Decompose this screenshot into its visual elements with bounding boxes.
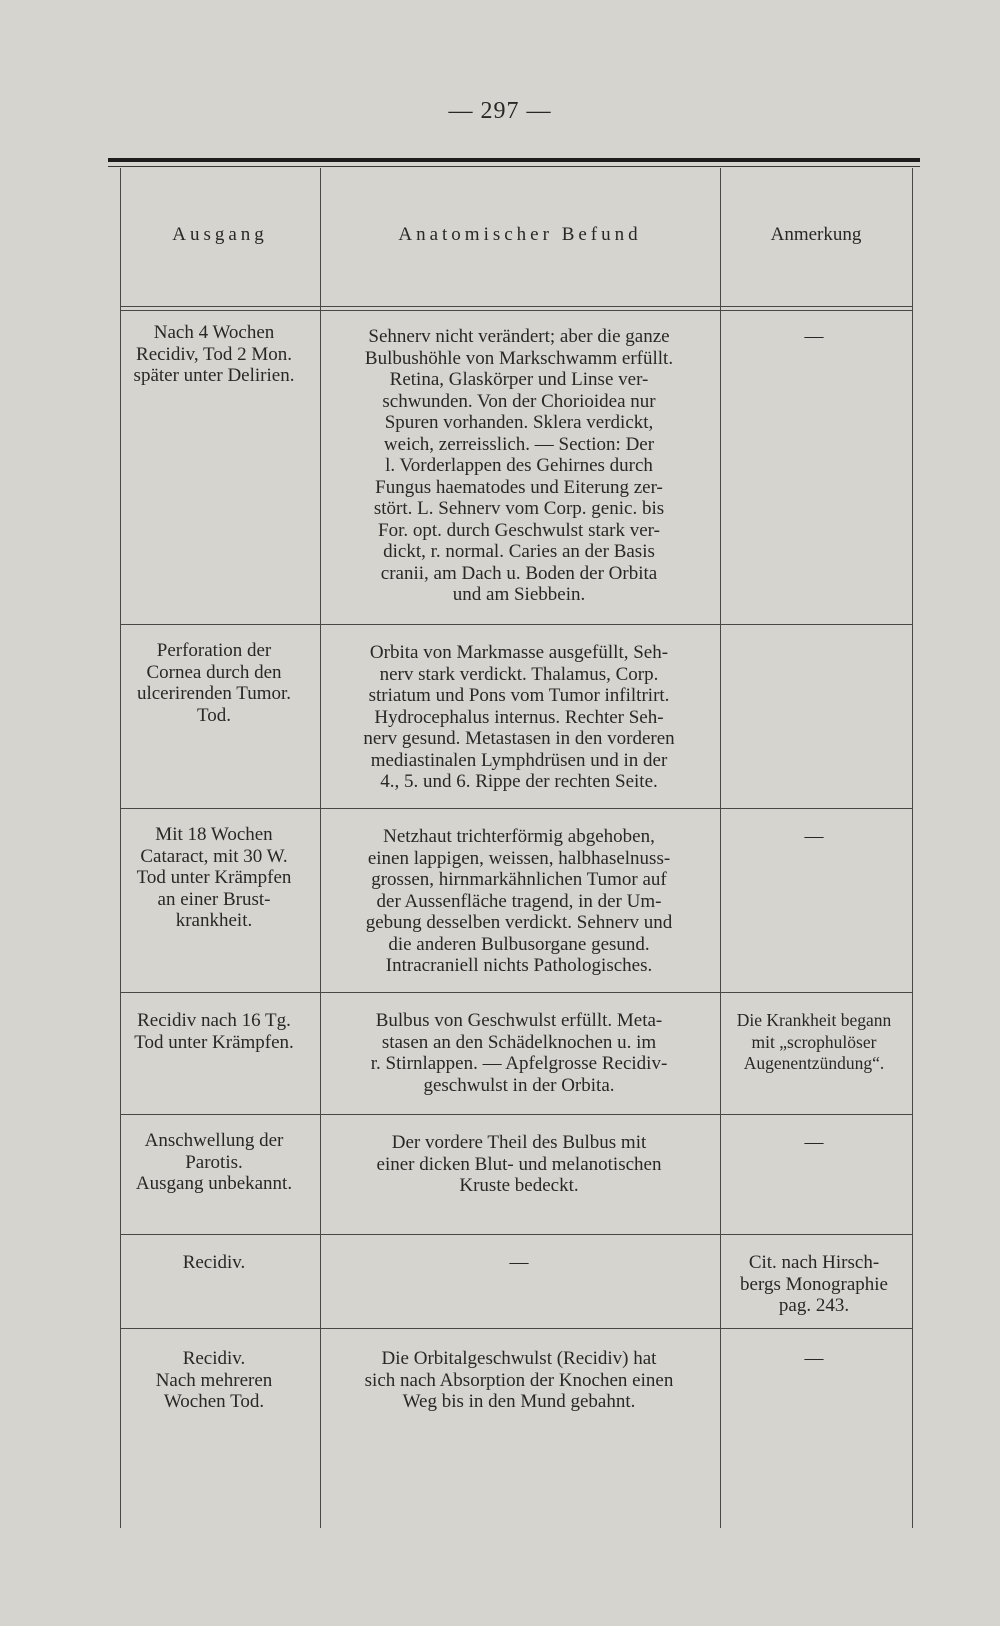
- row-5-anmerkung: —: [804, 1132, 824, 1153]
- table-top-rule-thin: [108, 166, 920, 167]
- row-1-ausgang: Nach 4 Wochen Recidiv, Tod 2 Mon. später unter Delirien.: [133, 322, 295, 386]
- row-3-anmerkung: —: [804, 826, 824, 847]
- row-5-befund: Der vordere Theil des Bulbus mit einer dicken Blut- und melanotischen Kruste bedeckt.: [376, 1132, 662, 1196]
- row-separator: [120, 1114, 912, 1115]
- column-divider: [720, 168, 721, 1528]
- row-6-ausgang: Recidiv.: [182, 1252, 246, 1273]
- row-3-befund: Netzhaut trichterförmig abgehoben, einen lappigen, weissen, halbhaselnuss- grossen, hirnmarkähnlichen Tumor auf der Aussenfläche tragend, in der Um- gebung desselben verdickt. Sehnerv und die anderen Bulbusorgane gesund. Intracraniell nichts Pathologisches.: [365, 826, 673, 976]
- header-separator-thin: [120, 310, 912, 311]
- row-7-befund: Die Orbitalgeschwulst (Recidiv) hat sich nach Absorption der Knochen einen Weg bis in den Mund gebahnt.: [364, 1348, 674, 1412]
- row-6-anmerkung: Cit. nach Hirsch- bergs Monographie pag. 243.: [740, 1252, 888, 1316]
- row-separator: [120, 1328, 912, 1329]
- row-separator: [120, 992, 912, 993]
- row-4-ausgang: Recidiv nach 16 Tg. Tod unter Krämpfen.: [134, 1010, 294, 1053]
- row-4-befund: Bulbus von Geschwulst erfüllt. Meta- stasen an den Schädelknochen u. im r. Stirnlappen. — Apfelgrosse Recidiv- geschwulst in der Orbita.: [370, 1010, 668, 1096]
- row-7-ausgang: Recidiv. Nach mehreren Wochen Tod.: [155, 1348, 273, 1412]
- row-7-anmerkung: —: [804, 1348, 824, 1369]
- header-ausgang: Ausgang: [172, 224, 268, 245]
- row-1-anmerkung: —: [804, 326, 824, 347]
- column-divider: [912, 168, 913, 1528]
- row-5-ausgang: Anschwellung der Parotis. Ausgang unbekannt.: [135, 1130, 293, 1194]
- table-top-rule: [108, 158, 920, 162]
- row-separator: [120, 808, 912, 809]
- row-3-ausgang: Mit 18 Wochen Cataract, mit 30 W. Tod unter Krämpfen an einer Brust- krankheit.: [136, 824, 292, 931]
- page-number: — 297 —: [448, 98, 552, 124]
- row-2-ausgang: Perforation der Cornea durch den ulcerirenden Tumor. Tod.: [136, 640, 292, 726]
- header-separator: [120, 306, 912, 307]
- header-anmerkung: Anmerkung: [770, 224, 862, 245]
- row-separator: [120, 624, 912, 625]
- row-2-befund: Orbita von Markmasse ausgefüllt, Seh- nerv stark verdickt. Thalamus, Corp. striatum und Pons vom Tumor infiltrirt. Hydrocephalus internus. Rechter Seh- nerv gesund. Metastasen in den vorderen mediastinalen Lymphdrüsen und in der 4., 5. und 6. Rippe der rechten Seite.: [363, 642, 675, 792]
- row-6-befund: —: [509, 1252, 529, 1273]
- row-1-befund: Sehnerv nicht verändert; aber die ganze Bulbushöhle von Markschwamm erfüllt. Retina, Glaskörper und Linse ver- schwunden. Von der Chorioidea nur Spuren vorhanden. Sklera verdickt, weich, zerreisslich. — Section: Der l. Vorderlappen des Gehirnes durch Fungus haematodes und Eiterung zer- stört. L. Sehnerv vom Corp. genic. bis For. opt. durch Geschwulst stark ver- dickt, r. normal. Caries an der Basis cranii, am Dach u. Boden der Orbita und am Siebbein.: [364, 326, 674, 605]
- row-separator: [120, 1234, 912, 1235]
- header-befund: Anatomischer Befund: [398, 224, 642, 245]
- column-divider: [320, 168, 321, 1528]
- row-4-anmerkung: Die Krankheit begann mit „scrophulöser Augenentzündung“.: [736, 1010, 892, 1073]
